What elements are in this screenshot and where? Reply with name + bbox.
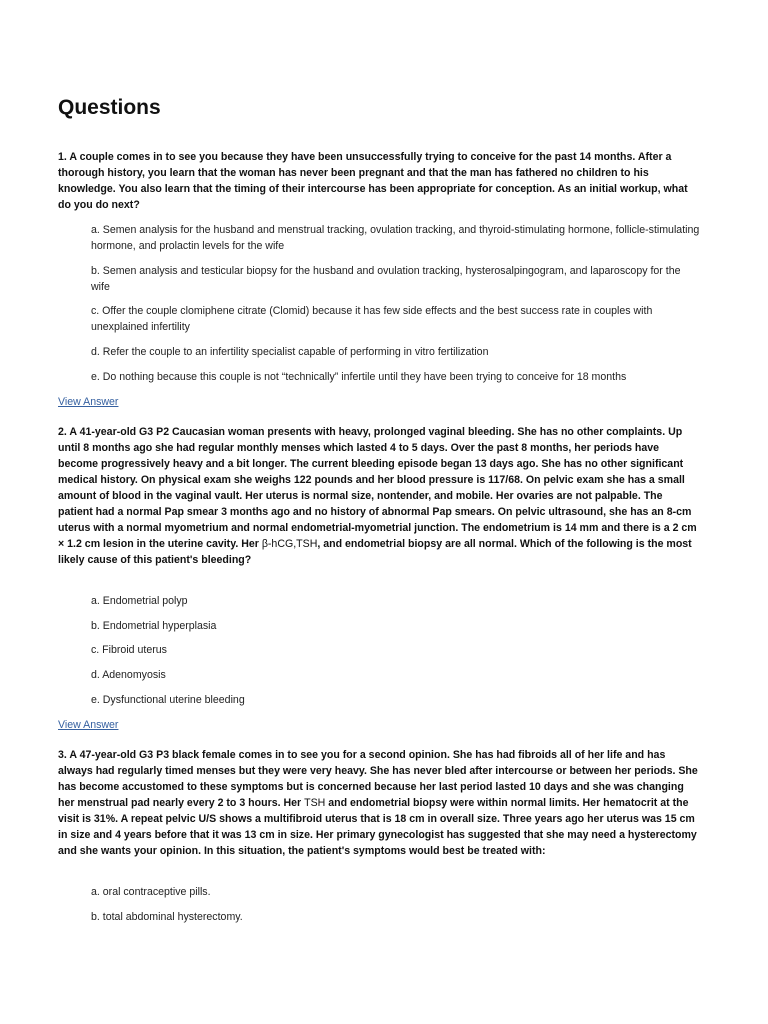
question-3-stem-text: 3. A 47-year-old G3 P3 black female comes in to see you for a second opinion. She has had fibroids all of her life and has always had regularly timed menses but they were very heavy. She has never bled after intercourse or between her periods. She has become accustomed to these symptoms but is concerned because her last period lasted 10 days and she was changing her menstrual pad nearly every 2 to 3 hours. Her — [58, 749, 698, 809]
question-2-stem-lab-terms: β-hCG,TSH — [261, 538, 318, 550]
page-title: Questions — [58, 96, 161, 119]
question-1-option-d[interactable]: d. Refer the couple to an infertility specialist capable of performing in vitro fertilization — [91, 346, 489, 358]
question-2-stem — [58, 424, 698, 568]
question-1-view-answer-link[interactable]: View Answer — [58, 396, 119, 408]
question-2-stem-text: 2. A 41-year-old G3 P2 Caucasian woman presents with heavy, prolonged vaginal bleeding. She has no other complaints. Up until 8 months ago she had regular monthly menses which lasted 4 to 5 days. Over the past 8 months, her periods have become progressively heavy and a bit longer. The current bleeding episode began 13 days ago. She has no other significant medical history. On physical exam she weighs 122 pounds and her blood pressure is 117/68. On pelvic exam she has a small amount of blood in the vaginal vault. Her uterus is normal size, nontender, and mobile. Her ovaries are not palpable. The patient had a normal Pap smear 3 months ago and no history of abnormal Pap smears. On pelvic ultrasound, she has an 8-cm uterus with a normal myometrium and normal endometrial-myometrial junction. The endometrium is 14 mm and there is a 2 cm × 1.2 cm lesion in the uterine cavity. Her — [58, 426, 697, 550]
question-2-option-d[interactable]: d. Adenomyosis — [91, 669, 166, 681]
question-3-option-b[interactable]: b. total abdominal hysterectomy. — [91, 911, 243, 923]
question-2-stem-text-end: , and endometrial biopsy are all normal. Which of the following is the most likely cause of this patient's bleeding? — [58, 538, 692, 566]
question-1-option-b[interactable]: b. Semen analysis and testicular biopsy for the husband and ovulation tracking, hysterosalpingogram, and laparoscopy for the wife — [91, 265, 681, 293]
question-3-stem-lab-terms: TSH — [304, 797, 326, 809]
question-1-option-e[interactable]: e. Do nothing because this couple is not “technically” infertile until they have been trying to conceive for 18 months — [91, 371, 627, 383]
question-1-option-c[interactable]: c. Offer the couple clomiphene citrate (Clomid) because it has few side effects and the best success rate in couples with unexplained infertility — [91, 305, 653, 333]
question-3-option-a[interactable]: a. oral contraceptive pills. — [91, 886, 211, 898]
question-2-option-a[interactable]: a. Endometrial polyp — [91, 595, 188, 607]
question-2-option-c[interactable]: c. Fibroid uterus — [91, 644, 167, 656]
question-1-stem: 1. A couple comes in to see you because they have been unsuccessfully trying to conceive for the past 14 months. After a thorough history, you learn that the woman has never been pregnant and that the man has fathered no children to his knowledge. You also learn that the timing of their intercourse has been appropriate for conception. As an initial workup, what do you do next? — [58, 151, 688, 211]
question-2-view-answer-link[interactable]: View Answer — [58, 719, 119, 731]
question-3-stem — [58, 747, 698, 859]
question-3-stem-text-end: and endometrial biopsy were within normal limits. Her hematocrit at the visit is 31%. A repeat pelvic U/S shows a multifibroid uterus that is 18 cm in overall size. Three years ago her uterus was 15 cm in size and 4 years before that it was 13 cm in size. Her primary gynecologist has suggested that she may need a hysterectomy and she wants your opinion. In this situation, the patient's symptoms would best be treated with: — [58, 797, 697, 857]
question-1-option-a[interactable]: a. Semen analysis for the husband and menstrual tracking, ovulation tracking, and thyroid-stimulating hormone, follicle-stimulating hormone, and prolactin levels for the wife — [91, 224, 700, 252]
question-2-option-e[interactable]: e. Dysfunctional uterine bleeding — [91, 694, 245, 706]
question-2-option-b[interactable]: b. Endometrial hyperplasia — [91, 620, 217, 632]
